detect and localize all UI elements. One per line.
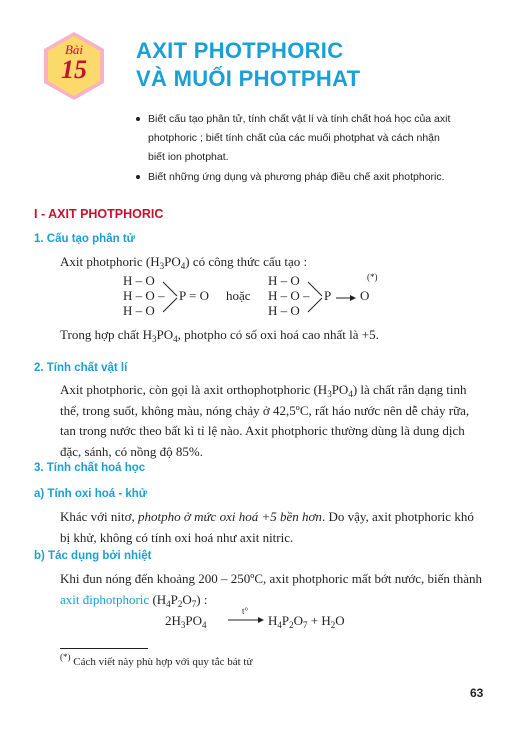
- subsection-heading: 1. Cấu tạo phân tử: [34, 233, 135, 245]
- physical-properties-text: Axit photphoric, còn gọi là axit orthophotphoric $(H_3PO_4)$ là chất rắn dạng tinh thể, trong suốt, không màu, nóng chảy ở 42,5ºC, rất háo nước nên dễ chảy rữa, tan trong nước theo bất kì tỉ lệ nào. Axit photphoric thường dùng là dung dịch đặc, sánh, có nồng độ 85%.: [60, 382, 470, 459]
- reaction-condition: t°: [241, 606, 249, 616]
- bullet-icon: [136, 175, 140, 179]
- footnote-rule: [60, 648, 148, 649]
- reaction-equation: $2H_3PO_4$ t° $H_4P_2O_7 + H_2O$: [165, 606, 345, 630]
- redox-text: Khác với nitơ, photpho ở mức oxi hoá +5 bền hơn. Do vậy, axit photphoric khó bị khử, không có tính oxi hoá như axit nitric.: [60, 509, 474, 545]
- subsection-heading-a: a) Tính oxi hoá - khử: [34, 488, 148, 500]
- objective-item: Biết cấu tạo phân tử, tính chất vật lí và tính chất hoá học của axit photphoric ; biết tính chất của các muối photphat và cách nhận biết ion photphat.: [148, 110, 488, 167]
- footnote: (*) Cách viết này phù hợp với quy tắc bát tử: [60, 652, 253, 668]
- subsection-heading-b: b) Tác dụng bởi nhiệt: [34, 550, 152, 562]
- structural-formula-1: H – O H – O – H – O P = O: [123, 273, 209, 318]
- reaction-arrow-icon: [227, 616, 265, 624]
- lesson-number: 15: [61, 55, 87, 84]
- bond-lines: [306, 276, 326, 318]
- structural-formula-2: H – O H – O – H – O P O: [268, 273, 370, 318]
- arrow-icon: [335, 294, 357, 302]
- or-text: hoặc: [226, 288, 251, 303]
- footnote-mark: (*): [367, 272, 378, 282]
- bullet-icon: [136, 117, 140, 121]
- objective-item: Biết những ứng dụng và phương pháp điều chế axit photphoric.: [148, 168, 488, 187]
- structure-intro: Axit photphoric $(H_3PO_4)$ có công thức cấu tạo :: [60, 254, 308, 271]
- subsection-heading: 2. Tính chất vật lí: [34, 362, 128, 374]
- lesson-title-line2: VÀ MUỐI PHOTPHAT: [136, 66, 361, 91]
- bond-lines: [161, 276, 181, 318]
- lesson-title-line1: AXIT PHOTPHORIC: [136, 38, 344, 63]
- subsection-heading: 3. Tính chất hoá học: [34, 462, 146, 474]
- section-heading: I - AXIT PHOTPHORIC: [34, 207, 164, 221]
- thermal-text: Khi đun nóng đến khoảng 200 – 250ºC, axit photphoric mất bớt nước, biến thành axit điphotphoric $(H_4P_2O_7)$ :: [60, 571, 482, 609]
- lesson-label: Bài: [64, 42, 84, 57]
- oxidation-state-text: Trong hợp chất $H_3PO_4$, photpho có số oxi hoá cao nhất là +5.: [60, 327, 379, 344]
- page-number: 63: [470, 686, 484, 700]
